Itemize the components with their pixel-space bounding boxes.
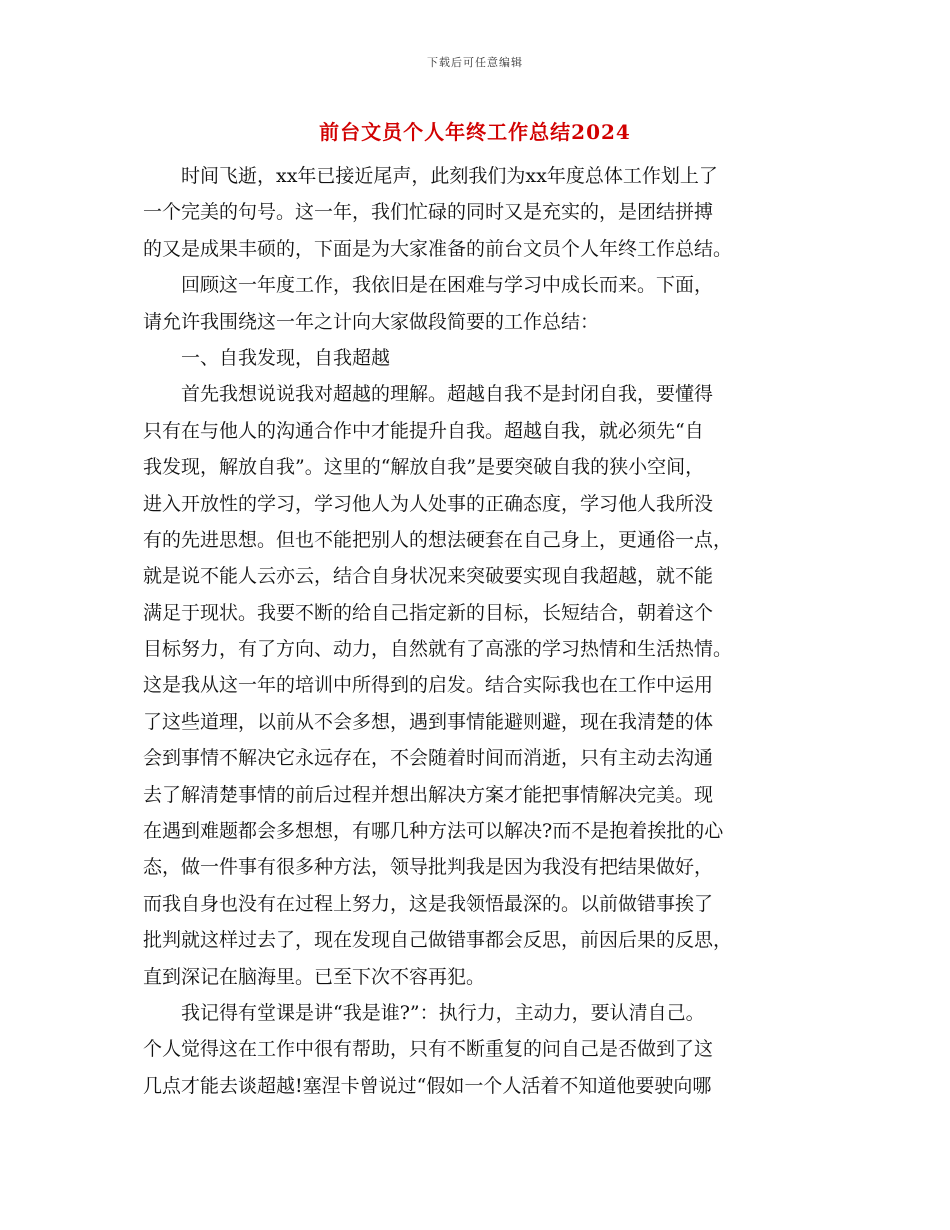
body-line: 会到事情不解决它永远存在，不会随着时间而消逝，只有主动去沟通: [143, 747, 714, 770]
body-line: 时间飞逝，xx年已接近尾声，此刻我们为xx年度总体工作划上了: [143, 165, 718, 187]
body-line: 首先我想说说我对超越的理解。超越自我不是封闭自我，要懂得: [143, 383, 714, 406]
section-heading: 一、自我发现，自我超越: [143, 346, 391, 369]
body-line: 去了解清楚事情的前后过程并想出解决方案才能把事情解决完美。现: [143, 783, 714, 806]
body-line: 这是我从这一年的培训中所得到的启发。结合实际我也在工作中运用: [143, 674, 714, 697]
body-line: 直到深记在脑海里。已至下次不容再犯。: [143, 965, 486, 988]
body-line: 在遇到难题都会多想想，有哪几种方法可以解决?而不是抱着挨批的心: [143, 820, 724, 843]
body-line: 而我自身也没有在过程上努力，这是我领悟最深的。以前做错事挨了: [143, 892, 714, 915]
page-header: 下载后可任意编辑: [427, 56, 523, 69]
body-line: 的又是成果丰硕的，下面是为大家准备的前台文员个人年终工作总结。: [143, 237, 733, 260]
body-line: 我发现，解放自我”。这里的“解放自我”是要突破自我的狭小空间，: [143, 456, 705, 479]
body-line: 目标努力，有了方向、动力，自然就有了高涨的学习热情和生活热情。: [143, 638, 733, 661]
body-line: 几点才能去谈超越!塞涅卡曾说过“假如一个人活着不知道他要驶向哪: [143, 1074, 712, 1097]
body-line: 回顾这一年度工作，我依旧是在困难与学习中成长而来。下面，: [143, 274, 714, 297]
body-line: 就是说不能人云亦云，结合自身状况来突破要实现自我超越，就不能: [143, 565, 714, 588]
body-line: 有的先进思想。但也不能把别人的想法硬套在自己身上，更通俗一点，: [143, 528, 733, 551]
body-line: 进入开放性的学习，学习他人为人处事的正确态度，学习他人我所没: [143, 492, 714, 515]
body-line: 我记得有堂课是讲“我是谁?”：执行力，主动力，要认清自己。: [143, 1001, 705, 1024]
body-line: 个人觉得这在工作中很有帮助，只有不断重复的问自己是否做到了这: [143, 1038, 714, 1061]
body-line: 只有在与他人的沟通合作中才能提升自我。超越自我，就必须先“自: [143, 419, 704, 442]
body-line: 请允许我围绕这一年之计向大家做段简要的工作总结：: [143, 310, 600, 333]
body-line: 态，做一件事有很多种方法，领导批判我是因为我没有把结果做好，: [143, 856, 714, 879]
body-line: 一个完美的句号。这一年，我们忙碌的同时又是充实的，是团结拼搏: [143, 201, 714, 224]
body-line: 满足于现状。我要不断的给自己指定新的目标，长短结合，朝着这个: [143, 601, 714, 624]
document-body: [143, 158, 810, 1104]
body-line: 了这些道理，以前从不会多想，遇到事情能避则避，现在我清楚的体: [143, 710, 714, 733]
document-title: 前台文员个人年终工作总结2024: [319, 120, 631, 144]
body-line: 批判就这样过去了，现在发现自己做错事都会反思，前因后果的反思，: [143, 929, 733, 952]
